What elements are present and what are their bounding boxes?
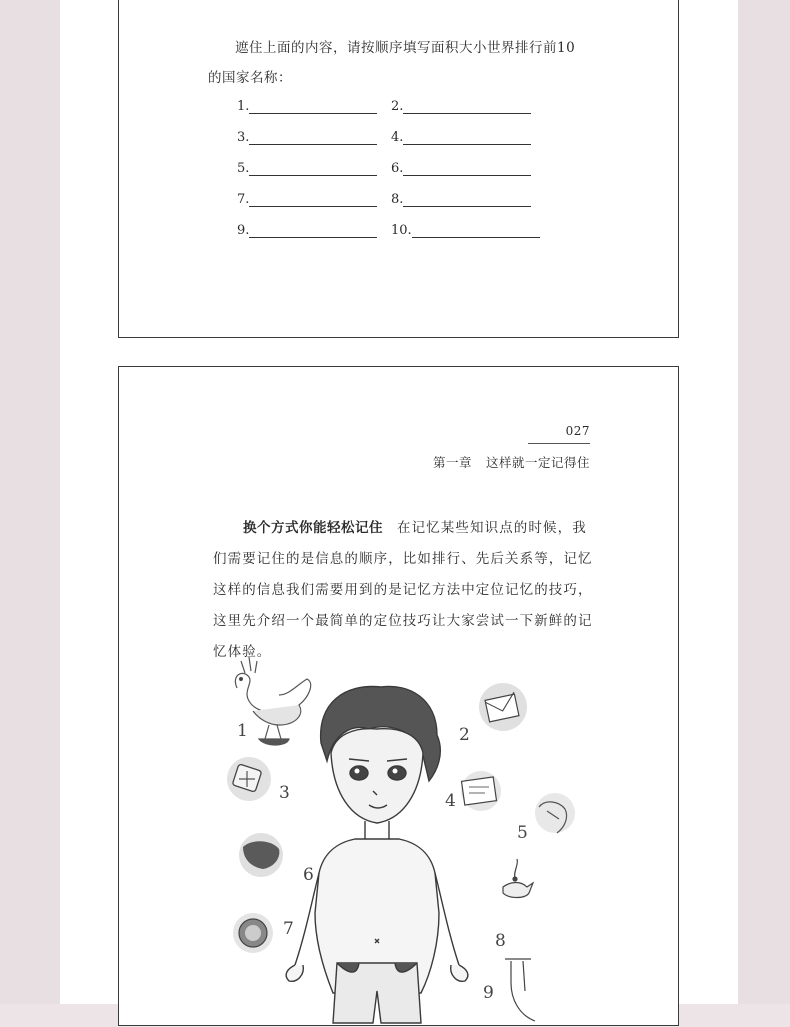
blank-number: 1. bbox=[237, 99, 250, 114]
left-margin-band bbox=[0, 0, 60, 1004]
blank-line[interactable] bbox=[249, 223, 377, 238]
marker-7: 7 bbox=[283, 919, 294, 939]
paragraph-title: 换个方式你能轻松记住 bbox=[243, 520, 383, 536]
blank-line[interactable] bbox=[249, 99, 377, 114]
answer-blank-2[interactable] bbox=[391, 99, 531, 119]
instruction-line-2: 的国家名称： bbox=[208, 70, 292, 86]
marker-4: 4 bbox=[445, 791, 456, 811]
answer-blank-1[interactable] bbox=[237, 99, 377, 119]
instruction-line-1: 遮住上面的内容，请按顺序填写面积大小世界排行前10 bbox=[235, 40, 576, 56]
marker-1: 1 bbox=[237, 721, 248, 741]
blank-line[interactable] bbox=[403, 192, 531, 207]
blank-number: 6. bbox=[391, 161, 404, 176]
answer-blank-10[interactable] bbox=[391, 223, 540, 243]
boy-drawing bbox=[286, 686, 468, 1023]
blank-line[interactable] bbox=[403, 99, 531, 114]
marker-8: 8 bbox=[495, 931, 506, 951]
card-drawing bbox=[461, 771, 501, 811]
marker-5: 5 bbox=[517, 823, 528, 843]
blank-number: 4. bbox=[391, 130, 404, 145]
answer-blank-9[interactable] bbox=[237, 223, 377, 243]
blank-line[interactable] bbox=[249, 192, 377, 207]
chapter-header bbox=[433, 453, 590, 471]
blank-number: 5. bbox=[237, 161, 250, 176]
teapot-drawing bbox=[503, 859, 533, 898]
book-page-top bbox=[118, 0, 679, 338]
answer-blank-4[interactable] bbox=[391, 130, 531, 150]
envelope-drawing bbox=[479, 683, 527, 731]
blank-line[interactable] bbox=[249, 130, 377, 145]
marker-3: 3 bbox=[279, 783, 290, 803]
foot-drawing bbox=[505, 959, 535, 1021]
page-number-rule bbox=[528, 443, 590, 444]
blank-line[interactable] bbox=[403, 161, 531, 176]
paragraph-text: 在记忆某些知识点的时候，我们需要记住的是信息的顺序，比如排行、先后关系等，记忆这样的信息我们需要用到的是记忆方法中定位记忆的技巧，这里先介绍一个最简单的定位技巧让大家尝试一下新鲜的记忆体验。 bbox=[213, 520, 593, 660]
page-number: 027 bbox=[565, 424, 590, 438]
chapter-title: 这样就一定记得住 bbox=[485, 455, 590, 470]
book-page-bottom bbox=[118, 366, 679, 1026]
blank-number: 9. bbox=[237, 223, 250, 238]
cup-drawing bbox=[227, 757, 271, 801]
answer-blank-8[interactable] bbox=[391, 192, 531, 212]
marker-6: 6 bbox=[303, 865, 314, 885]
blank-line[interactable] bbox=[403, 130, 531, 145]
answer-blank-7[interactable] bbox=[237, 192, 377, 212]
blank-number: 3. bbox=[237, 130, 250, 145]
hand-drawing bbox=[535, 793, 575, 833]
answer-blank-6[interactable] bbox=[391, 161, 531, 181]
marker-2: 2 bbox=[459, 725, 470, 745]
answer-blank-3[interactable] bbox=[237, 130, 377, 150]
blank-number: 8. bbox=[391, 192, 404, 207]
memory-peg-illustration bbox=[119, 643, 678, 1027]
blank-line[interactable] bbox=[249, 161, 377, 176]
answer-blank-5[interactable] bbox=[237, 161, 377, 181]
chapter-label: 第一章 bbox=[432, 455, 472, 470]
instruction-text bbox=[208, 33, 608, 93]
blank-number: 10. bbox=[391, 223, 412, 238]
coin-drawing bbox=[233, 913, 273, 953]
blank-line[interactable] bbox=[412, 223, 540, 238]
marker-9: 9 bbox=[483, 983, 494, 1003]
blank-number: 2. bbox=[391, 99, 404, 114]
blank-number: 7. bbox=[237, 192, 250, 207]
chest-drawing bbox=[239, 833, 283, 877]
right-margin-band bbox=[738, 0, 790, 1004]
